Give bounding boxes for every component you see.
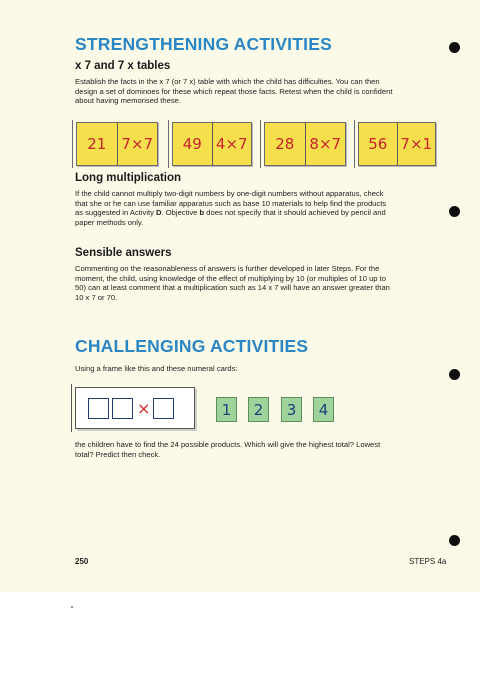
strengthening-title: STRENGTHENING ACTIVITIES xyxy=(75,34,332,54)
numeral-card: 4 xyxy=(313,397,334,422)
tables-heading: x 7 and 7 x tables xyxy=(75,60,171,72)
domino-answer: 49 xyxy=(182,135,202,153)
long-multiplication-heading: Long multiplication xyxy=(75,172,182,184)
domino-question: 4×7 xyxy=(212,123,252,165)
binder-hole-2 xyxy=(449,206,460,217)
domino-answer: 28 xyxy=(275,135,295,153)
multiplication-frame xyxy=(75,387,195,429)
binder-hole-3 xyxy=(449,369,460,380)
domino-question: 8×7 xyxy=(305,123,346,165)
domino-question: 7×7 xyxy=(117,123,158,165)
objective-reference: b xyxy=(199,208,205,218)
challenging-intro: Using a frame like this and these numeral cards: xyxy=(75,364,238,373)
domino-edge xyxy=(354,120,355,168)
frame-slot xyxy=(153,398,174,419)
domino-card xyxy=(76,122,158,166)
challenging-title: CHALLENGING ACTIVITIES xyxy=(75,336,309,356)
binder-hole-4 xyxy=(449,535,460,546)
times-symbol: × xyxy=(137,398,151,418)
domino-card xyxy=(172,122,252,166)
series-label: STEPS 4a xyxy=(409,557,447,566)
text-run: does not specify that it should achieved by pencil and paper methods only. xyxy=(75,208,386,227)
frame-edge xyxy=(71,384,72,432)
domino-edge xyxy=(72,120,73,168)
sensible-answers-heading: Sensible answers xyxy=(75,247,172,259)
stray-mark xyxy=(71,606,73,608)
domino-question: 7×1 xyxy=(397,123,436,165)
numeral-card: 1 xyxy=(216,397,237,422)
page-number: 250 xyxy=(75,557,89,566)
domino-edge xyxy=(168,120,169,168)
sensible-answers-paragraph: Commenting on the reasonableness of answers is further developed in later Steps. For the moment, the child, using knowledge of the effect of multiplying by 10 (or multiples of 10 up to 50) can at least comment that a multiplication such as 14 x 7 will have an answer greater than 10 x 7 or 70. xyxy=(75,264,390,302)
tables-paragraph: Establish the facts in the x 7 (or 7 x) table with which the child has difficulties. You can then design a set of dominoes for these which repeat those facts. Retest when the child is confident about having memorised these. xyxy=(75,77,393,106)
text-run: . Objective xyxy=(161,208,200,218)
challenging-outro: the children have to find the 24 possible products. Which will give the highest total? Lowest total? Predict then check. xyxy=(75,440,381,459)
frame-slot xyxy=(112,398,133,419)
domino-card xyxy=(358,122,436,166)
domino-answer: 56 xyxy=(368,135,388,153)
numeral-card: 2 xyxy=(248,397,269,422)
domino-edge xyxy=(260,120,261,168)
long-multiplication-paragraph xyxy=(75,189,395,227)
activity-reference: D xyxy=(156,208,162,218)
domino-answer: 21 xyxy=(87,135,107,153)
domino-card xyxy=(264,122,346,166)
binder-hole-1 xyxy=(449,42,460,53)
frame-slot xyxy=(88,398,109,419)
numeral-card: 3 xyxy=(281,397,302,422)
text-run: If the child cannot multiply two-digit numbers by one-digit numbers without apparatus, check that she or he can use familiar apparatus such as base 10 materials to help find the products as suggested in Activity xyxy=(75,189,387,218)
